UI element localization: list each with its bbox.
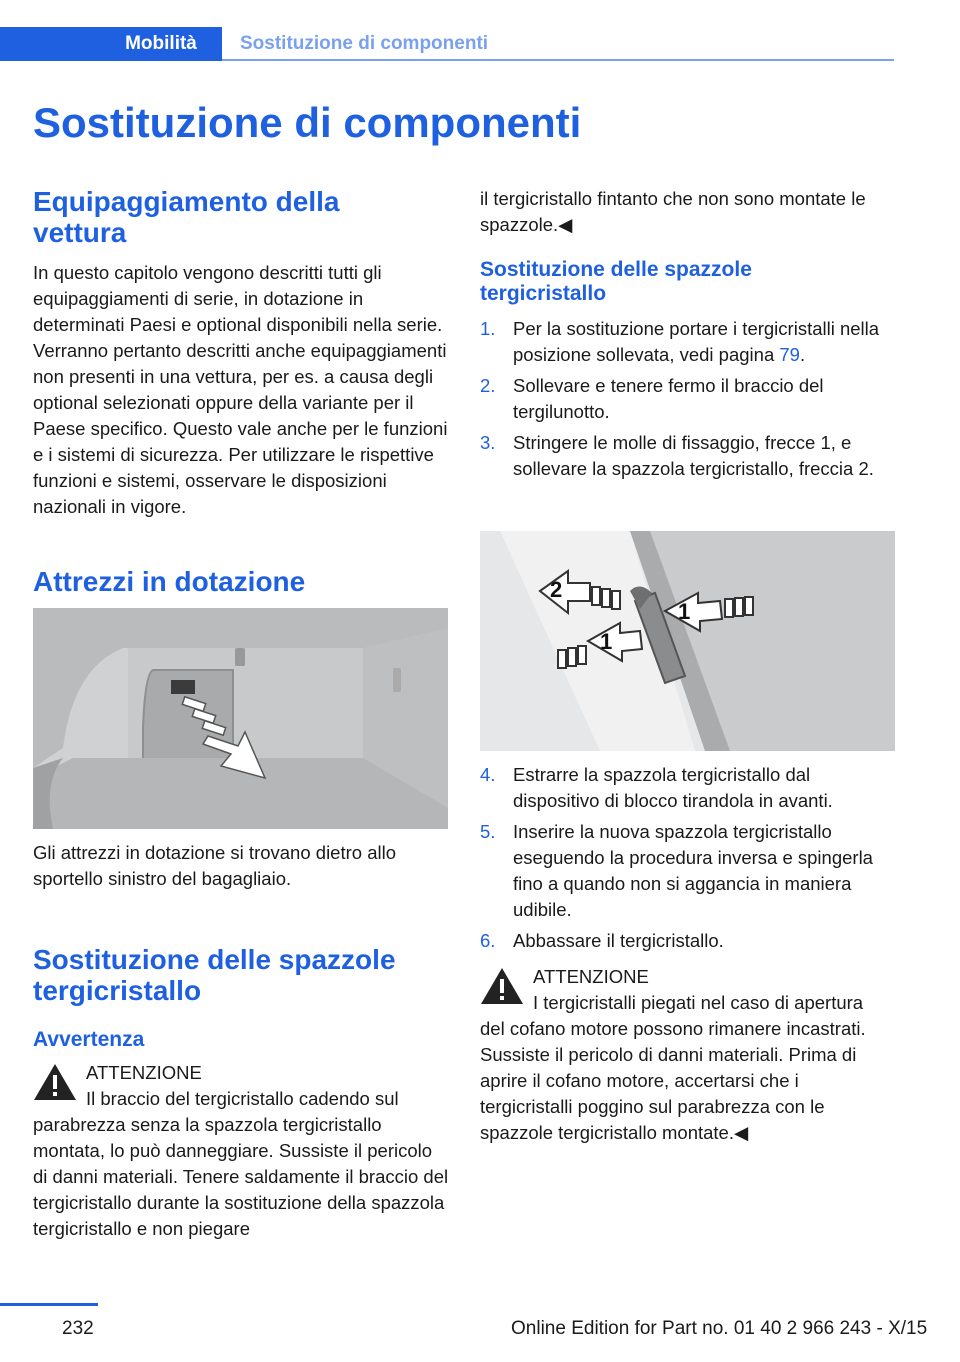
wiper-illustration [480,531,895,751]
warning-triangle-icon [33,1062,77,1102]
wiper-heading: Sostituzione delle spazzole tergicristallo [33,944,396,1006]
step-item [480,819,896,923]
equipment-heading: Equipaggiamento della vettura [33,186,340,248]
step-text: Per la sostituzione portare i tergicristalli nella posizione sollevata, vedi pagina [513,318,880,365]
page-link[interactable]: 79 [779,344,800,365]
section-tab[interactable]: Mobilità [100,27,222,61]
trunk-illustration [33,608,448,829]
tools-heading: Attrezzi in dotazione [33,566,306,597]
step-text: Abbassare il tergicristallo. [513,930,724,951]
note-heading: Avvertenza [33,1028,145,1051]
footer-edition: Online Edition for Part no. 01 40 2 966 243 - X/15 [511,1318,928,1339]
arrow-label-2: 2 [550,577,563,602]
header-accent-bar [0,27,100,61]
arrow-label-1a: 1 [600,629,613,654]
step-number: 4. [480,764,496,785]
step-number: 6. [480,930,496,951]
step-text-tail: . [799,344,806,365]
step-text: Inserire la nuova spazzola tergicristallo eseguendo la procedura inversa e spingerla fino a quando non si aggancia in maniera udibile. [513,821,873,920]
warning-block-2 [480,964,896,1146]
step-item [480,316,896,368]
replace-heading: Sostituzione delle spazzole tergicristallo [480,258,752,305]
left-column-lower [33,840,449,1242]
step-number: 5. [480,821,496,842]
warning-first-line: I tergicristalli piegati nel caso di apertura [533,992,864,1013]
warning-continuation: il tergicristallo fintanto che non sono montate le spazzole.◀ [480,188,866,235]
breadcrumb[interactable]: Sostituzione di componenti [240,33,489,54]
step-number: 3. [480,432,496,453]
trunk-illustration-svg [33,608,448,829]
step-text: Stringere le molle di fissaggio, frecce 1, e sollevare la spazzola tergicristallo, freccia 2. [513,432,874,479]
warning-triangle-icon [480,966,524,1006]
right-column-lower [480,762,896,1146]
step-number: 2. [480,375,496,396]
step-text: Sollevare e tenere fermo il braccio del tergilunotto. [513,375,824,422]
warning-text: del cofano motore possono rimanere incastrati. Sussiste il pericolo di danni materiali. Prima di aprire il cofano motore, accertarsi che i tergicristalli poggino sul parabrezza con le spazzole tergicristallo montate.◀ [480,1018,866,1143]
page-number: 232 [62,1318,94,1339]
page-header [0,0,960,64]
warning-block [33,1060,449,1242]
steps-list-a [480,316,896,482]
wiper-illustration-svg [480,531,895,751]
steps-list-b [480,762,896,954]
warning-text: Il braccio del tergicristallo cadendo sul parabrezza senza la spazzola tergicristallo montata, lo può danneggiare. Sussiste il pericolo di danni materiali. Tenere saldamente il braccio del tergicristallo durante la sostituzione della spazzola tergicristallo e non piegare [33,1088,449,1239]
tools-text: Gli attrezzi in dotazione si trovano dietro allo sportello sinistro del bagagliaio. [33,842,396,889]
equipment-text: In questo capitolo vengono descritti tutti gli equipaggiamenti di serie, in dotazione in determinati Paesi e optional disponibili nella serie. Verranno pertanto descritti anche equipaggiamenti non presenti in una vettura, per es. a causa degli optional selezionati oppure della variante per il Paese specifico. Questo vale anche per le funzioni e i sistemi di sicurezza. Per utilizzare le rispettive funzioni e sistemi, osservare le disposizioni nazionali in vigore. [33,262,448,517]
step-item [480,373,896,425]
warning-label: ATTENZIONE [86,1062,202,1083]
right-column [480,186,896,482]
step-number: 1. [480,318,496,339]
page-title: Sostituzione di componenti [33,99,582,146]
step-item [480,928,896,954]
left-column [33,186,449,597]
arrow-label-1b: 1 [678,599,691,624]
warning-label: ATTENZIONE [533,966,649,987]
footer-rule [0,1303,98,1306]
step-text: Estrarre la spazzola tergicristallo dal dispositivo di blocco tirandola in avanti. [513,764,833,811]
step-item [480,430,896,482]
step-item [480,762,896,814]
header-rule [222,59,894,61]
